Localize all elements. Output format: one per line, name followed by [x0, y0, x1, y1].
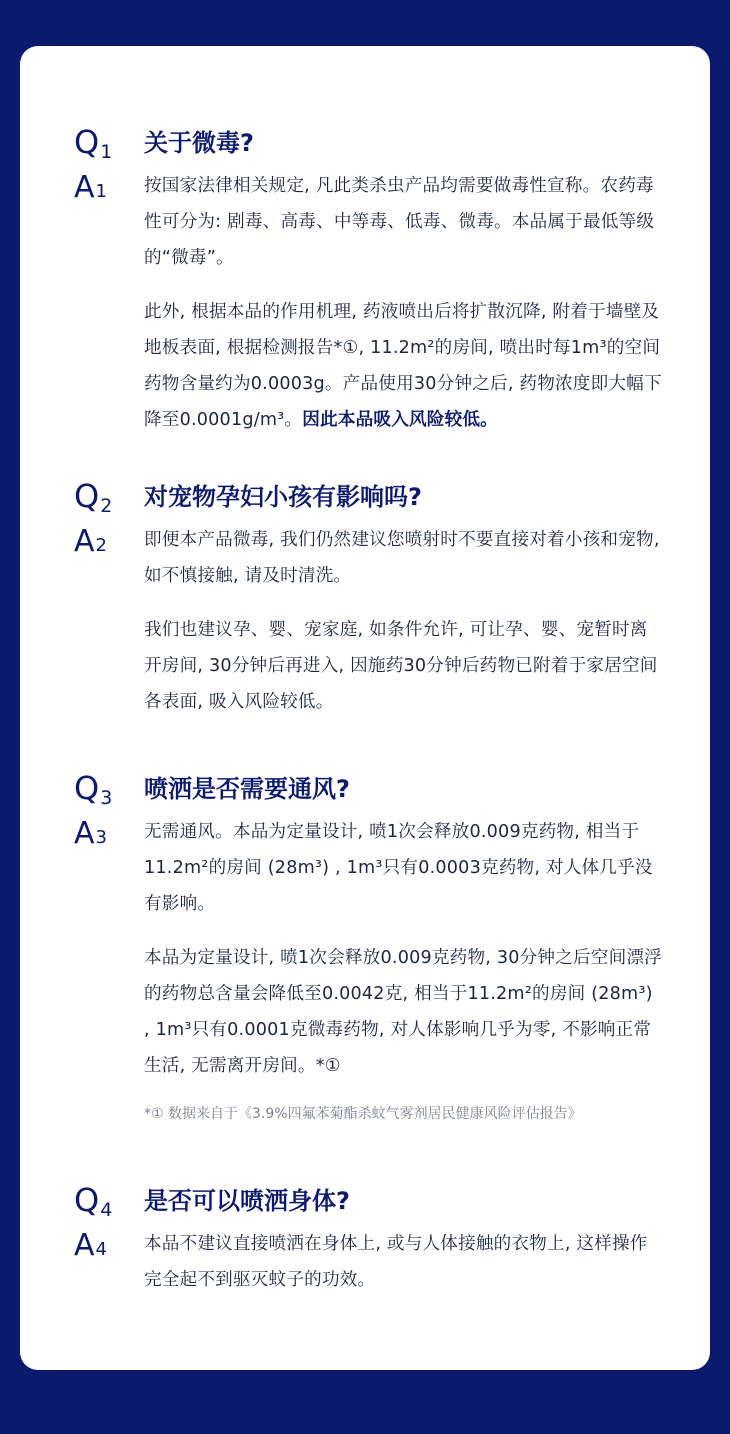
faq-item-3: [20, 768, 710, 1126]
answer-paragraph: 无需通风。本品为定量设计, 喷1次会释放0.009克药物, 相当于11.2m²的房间 (28m³) , 1m³只有0.0003克药物, 对人体几乎没有影响。: [144, 822, 653, 914]
question-title: 是否可以喷洒身体?: [144, 1187, 350, 1215]
answer-marker: A3: [74, 816, 107, 851]
question-row: [20, 122, 710, 166]
answer-paragraph: 即便本产品微毒, 我们仍然建议您喷射时不要直接对着小孩和宠物, 如不慎接触, 请及时清洗。: [144, 530, 660, 586]
highlight-text: 因此本品吸入风险较低。: [302, 410, 498, 430]
answer-paragraph: 我们也建议孕、婴、宠家庭, 如条件允许, 可让孕、婴、宠暂时离开房间, 30分钟后再进入, 因施药30分钟后药物已附着于家居空间各表面, 吸入风险较低。: [144, 620, 658, 712]
faq-card: [20, 46, 710, 1370]
answer-marker: A4: [74, 1228, 107, 1263]
faq-item-1: [20, 122, 710, 456]
faq-item-2: [20, 476, 710, 738]
question-marker: $Q_3$: [74, 769, 113, 809]
answer-block: [20, 1226, 710, 1298]
faq-item-4: [20, 1180, 710, 1316]
answer-paragraph: 本品为定量设计, 喷1次会释放0.009克药物, 30分钟之后空间漂浮的药物总含量会降低至0.0042克, 相当于11.2m²的房间 (28m³) , 1m³只有0.0001克微毒药物, 对人体影响几乎为零, 不影响正常生活, 无需离开房间。*①: [144, 948, 662, 1076]
question-marker: $Q_4$: [74, 1181, 113, 1221]
answer-block: [20, 168, 710, 438]
question-title: 喷洒是否需要通风?: [144, 775, 350, 803]
question-row: [20, 476, 710, 520]
question-title: 对宠物孕妇小孩有影响吗?: [144, 483, 422, 511]
question-marker: $Q_2$: [74, 477, 113, 517]
question-row: [20, 768, 710, 812]
question-row: [20, 1180, 710, 1224]
answer-marker: A2: [74, 524, 107, 559]
answer-paragraph: 此外, 根据本品的作用机理, 药液喷出后将扩散沉降, 附着于墙壁及地板表面, 根据检测报告*①, 11.2m²的房间, 喷出时每1m³的空间药物含量约为0.0003g。产品使用30分钟之后, 药物浓度即大幅下降至0.0001g/m³。因此本品吸入风险较低。: [144, 302, 662, 430]
answer-block: [20, 814, 710, 1126]
answer-paragraph: 本品不建议直接喷洒在身体上, 或与人体接触的衣物上, 这样操作完全起不到驱灭蚊子的功效。: [144, 1234, 648, 1290]
footnote: *① 数据来自于《3.9%四氟苯菊酯杀蚊气雾剂居民健康风险评估报告》: [144, 1106, 582, 1122]
answer-block: [20, 522, 710, 720]
answer-marker: A1: [74, 170, 107, 205]
question-title: 关于微毒?: [144, 129, 254, 157]
question-marker: $Q_1$: [74, 123, 113, 163]
answer-paragraph: 按国家法律相关规定, 凡此类杀虫产品均需要做毒性宣称。农药毒性可分为: 剧毒、高毒、中等毒、低毒、微毒。本品属于最低等级的“微毒”。: [144, 176, 655, 268]
